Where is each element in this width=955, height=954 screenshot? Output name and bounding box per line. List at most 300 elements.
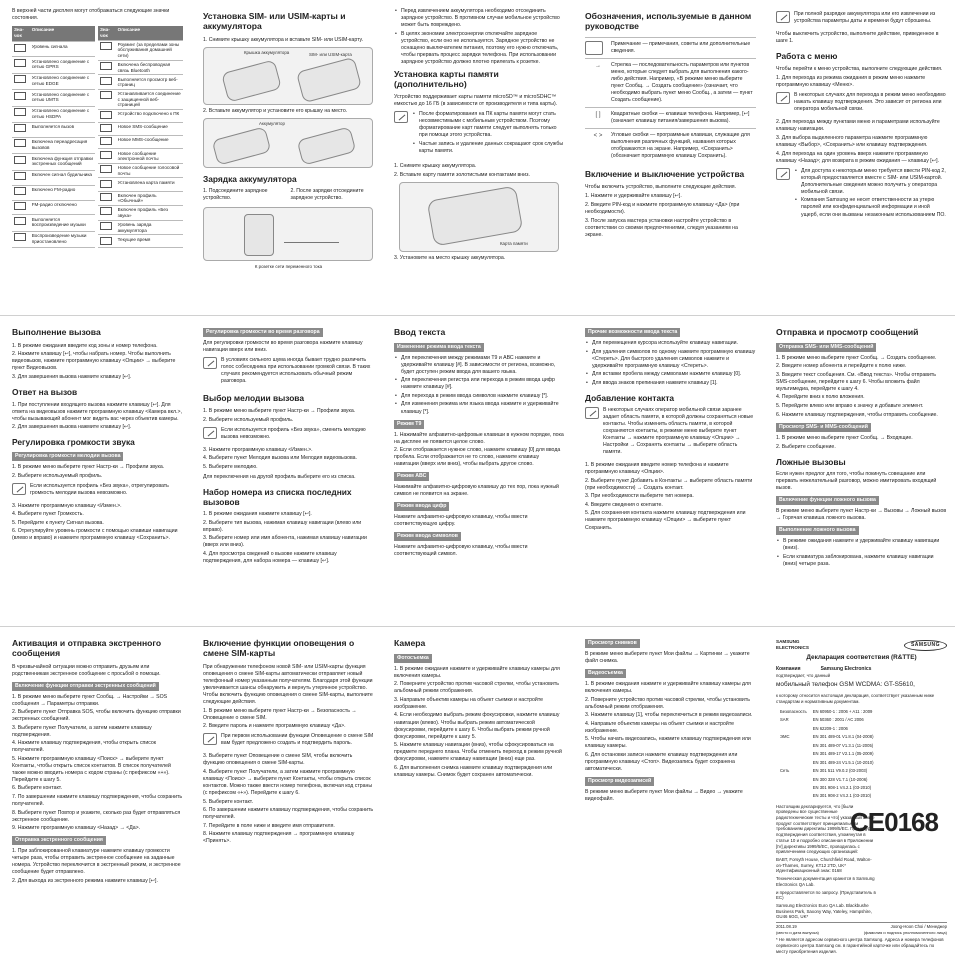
ringtone-note-text: Если используется профиль «Без звука», сменить мелодию вызова невозможно. bbox=[221, 426, 366, 440]
standard-value: EN 301 489-24 V1.5.1 (10-2010) bbox=[812, 759, 874, 765]
status-icon-row bbox=[98, 75, 183, 90]
bullet: • Для ввода знаков препинания нажмите клавишу [1]. bbox=[592, 380, 756, 387]
contacts-column bbox=[573, 316, 764, 620]
step: 1. При поступлении входящего вызова нажмите клавишу [↩]. Для ответа на видеовызов нажмите программную клавишу <Камера вкл.>, чтобы вызывающий абонент мог видеть вас через объектив камеры. bbox=[12, 401, 182, 422]
battery-insert-illustration bbox=[203, 118, 373, 168]
standard-category bbox=[778, 725, 809, 731]
status-icon-row bbox=[98, 123, 183, 136]
step: 4. Выберите пункт Мелодия вызова или Мелодия видеовызова. bbox=[203, 455, 357, 462]
memory-card-column bbox=[382, 0, 573, 312]
status-icon bbox=[14, 187, 26, 195]
declaration-body: Настоящим декларируется, что [были проведены все существенные радиотехнические тесты и что] указанный выше продукт соответствует принципиальным требованиям директивы 1999/5/EC. Процедура подтверждения соответствия, упомянутая в статье 10 и подробно описанная в Приложении [IV] директивы 1999/5/EC, проводилась с привлечением следующих организаций: bbox=[776, 803, 875, 855]
bullet: • Для перехода в режим ввода символов нажмите клавишу [*]. bbox=[401, 393, 565, 400]
charge-step-1: 1. Подсоедините зарядное устройство. bbox=[203, 188, 268, 202]
status-icon-row bbox=[98, 136, 183, 149]
status-icon-row bbox=[12, 123, 95, 138]
status-icon-cell bbox=[98, 60, 116, 75]
standard-value: EN 301 489-01 V1.8.1 (04-2008) bbox=[812, 734, 874, 740]
noise-note bbox=[203, 357, 374, 387]
company-name: Samsung Electronics bbox=[820, 666, 872, 673]
status-icon bbox=[100, 237, 112, 245]
status-icon-cell bbox=[98, 163, 116, 178]
standard-value: EN 60950-1 : 2006 + A11 : 2009 bbox=[812, 708, 873, 714]
status-icon-description: Воспроизведение музыки приостановлено bbox=[30, 231, 95, 248]
profile-switch-text: Для переключения на другой профиль выберите его из списка. bbox=[203, 473, 356, 480]
step: 7. По завершении нажмите клавишу подтверждения, чтобы сохранить получателей. bbox=[12, 794, 183, 808]
col-header-description: Описание bbox=[116, 26, 183, 40]
step: 2. Нажмите клавишу [↩], чтобы набрать номер. Чтобы выполнить видеовызов, нажмите программную клавишу <Опции> → выберите пункт Видеовызов. bbox=[12, 351, 176, 372]
address-text: Samsung Electronics Euro QA Lab. Blackbushe Business Park, Saxony Way, Yateley, Hampshire, GU46 6GG, UK* bbox=[776, 903, 872, 920]
ringtone-note bbox=[203, 427, 374, 443]
status-icon bbox=[100, 165, 112, 173]
step: 6. По завершении нажмите клавишу подтверждения, чтобы сохранить получателей. bbox=[203, 807, 374, 821]
status-icon-row bbox=[98, 178, 183, 191]
noise-note-text: В условиях сильного шума иногда бывает трудно различить голос собеседника при использовании громкой связи. В таких случаях рекомендуется использовать обычный режим разговора. bbox=[221, 357, 371, 385]
status-icon bbox=[14, 75, 26, 83]
view-photos-text: В режиме меню выберите пункт Мои файлы → Картинки → укажите файл снимка. bbox=[585, 651, 750, 665]
volume-heading: Регулировка громкости звука bbox=[12, 437, 135, 448]
symbol-mode-text: Нажмите алфавитно-цифровую клавишу, чтобы ввести соответствующий символ. bbox=[394, 544, 528, 558]
memory-step-2: 2. Вставьте карту памяти золотистыми контактами вниз. bbox=[394, 171, 530, 178]
standard-value: EN 301 908-1 V4.2.1 (03-2010) bbox=[812, 785, 872, 791]
pin-note-2: • Компания Samsung не несет ответственности за утерю паролей или конфиденциальной информации и иной ущерб, если они вызваны незаконным использованием ПО. bbox=[801, 197, 947, 218]
standard-category bbox=[778, 776, 809, 782]
status-icon-description: Новое сообщение голосовой почты bbox=[116, 163, 183, 178]
status-icon-row bbox=[98, 206, 183, 221]
status-icon-row bbox=[12, 73, 95, 89]
step: 3. Нажмите программную клавишу <Измен.>. bbox=[203, 446, 313, 453]
status-icon bbox=[100, 124, 112, 132]
status-icon-row bbox=[98, 220, 183, 235]
status-icon bbox=[14, 172, 26, 180]
other-input-bar: Прочие возможности ввода текста bbox=[585, 328, 680, 337]
recent-calls-heading: Набор номера из списка последних вызовов bbox=[203, 486, 352, 507]
step: 7. Перейдите в поле ниже и введите имя отправителя. bbox=[203, 822, 335, 829]
enable-fake-call-text: В режиме меню выберите пункт Настр-ки → Вызовы → Ложный вызов → Горячая клавиша ложного вызова. bbox=[776, 508, 947, 522]
status-icon-cell bbox=[98, 75, 116, 90]
status-icon-cell bbox=[12, 170, 30, 185]
page-row-2 bbox=[0, 315, 955, 620]
step: 4. Нажмите клавишу подтверждения, чтобы открыть список получателей. bbox=[12, 740, 157, 754]
charging-heading: Зарядка аккумулятора bbox=[203, 173, 297, 184]
standards-table bbox=[776, 707, 877, 802]
declaration-title: Декларация соответствия (R&TTE) bbox=[806, 654, 917, 662]
standard-row bbox=[778, 793, 875, 799]
text-input-heading: Ввод текста bbox=[394, 327, 446, 337]
record-video-bar: Видеосъемка bbox=[585, 669, 626, 678]
reset-note bbox=[776, 11, 947, 27]
standard-category bbox=[778, 742, 809, 748]
sim-alert-note bbox=[203, 733, 374, 749]
note-icon bbox=[203, 733, 217, 745]
step: 3. Выберите пункт Получатели, а затем нажмите клавишу подтверждения. bbox=[12, 724, 152, 738]
status-icon-row bbox=[12, 185, 95, 200]
number-mode-bar: Режим ввода цифр bbox=[394, 502, 449, 511]
status-icon-description: Выполняется вызов bbox=[30, 123, 95, 138]
step: 3. Направьте объектив камеры на объект съемки и настройте изображение. bbox=[394, 696, 544, 710]
view-photos-bar: Просмотр снимков bbox=[585, 639, 640, 648]
standard-value: EN 301 511 V9.0.2 (03-2003) bbox=[812, 768, 868, 774]
contact-note bbox=[585, 407, 756, 458]
step: 4. Направьте объектив камеры на объект съемки и настройте изображение. bbox=[585, 720, 735, 734]
status-icon bbox=[14, 156, 26, 164]
status-icon-cell bbox=[12, 215, 30, 231]
status-icon bbox=[100, 42, 112, 50]
note-icon bbox=[203, 427, 217, 439]
memory-card-intro: Устройство поддерживает карты памяти microSD™ и microSDHC™ емкостью до 16 ГБ (в зависимости от производителя и типа карты). bbox=[394, 94, 558, 108]
step: 6. Для остановки записи нажмите клавишу подтверждения или программную клавишу <Стоп>. Видеозапись будет сохранена автоматически. bbox=[585, 751, 738, 772]
status-icon-description: Включен профиль «Обычный» bbox=[116, 191, 183, 206]
make-call-heading: Выполнение вызова bbox=[12, 327, 101, 337]
status-icon-description: Включено FM-радио bbox=[30, 185, 95, 200]
silent-note bbox=[12, 483, 183, 499]
standard-category bbox=[778, 759, 809, 765]
memory-card-heading: Установка карты памяти (дополнительно) bbox=[394, 68, 499, 89]
step: 1. Нажимайте алфавитно-цифровые клавиши в нужном порядке, пока на дисплее не появится целое слово. bbox=[394, 431, 564, 445]
status-icon-description: Включен профиль «Без звука» bbox=[116, 206, 183, 221]
view-videos-bar: Просмотр видеозаписей bbox=[585, 777, 654, 786]
status-icon-cell bbox=[98, 89, 116, 109]
step: 3. Нажмите программную клавишу <Измен.>. bbox=[12, 502, 122, 509]
camera-column bbox=[382, 627, 573, 940]
status-icon-row bbox=[98, 60, 183, 75]
status-icon-description: Уровень сигнала bbox=[30, 42, 95, 57]
volume-step-2: 2. Выберите используемый профиль. bbox=[12, 472, 103, 479]
volume-step-1: 1. В режиме меню выберите пункт Настр-ки → Профили звука. bbox=[12, 463, 165, 470]
sim-install-heading: Установка SIM- или USIM-карты и аккумулятора bbox=[203, 11, 346, 31]
status-icon bbox=[14, 233, 26, 241]
convention-row bbox=[585, 58, 756, 107]
step: 5. Перейдите к пункту Сигнал вызова. bbox=[12, 519, 104, 526]
status-icon bbox=[100, 180, 112, 188]
reset-note-text: При полной разрядке аккумулятора или его извлечении из устройства параметры даты и времени будут сброшены. bbox=[794, 11, 936, 25]
status-icon-description: Уровень заряда аккумулятора bbox=[116, 220, 183, 235]
col-header-icon: Зна-чок bbox=[12, 26, 30, 42]
step: 4. Введите сведения о контакте. bbox=[585, 501, 663, 508]
bullet: • Для перемещения курсора используйте клавишу навигации. bbox=[592, 340, 756, 347]
standard-value: EN 301 489-07 V1.3.1 (11-2005) bbox=[812, 742, 874, 748]
status-icon-row bbox=[12, 215, 95, 231]
step: 2. Для завершения вызова нажмите клавишу [↩]. bbox=[12, 424, 132, 431]
step: 4. Если необходимо выбрать режим фокусировки, нажмите клавишу навигации (влево). Чтобы выбрать режим автоматической фокусировки, перейдите к шагу 6. Чтобы выбрать режим ручной фокусировки, перейдите к шагу 5. bbox=[394, 712, 560, 740]
status-icon-description: Установлено соединение с сетью GPRS bbox=[30, 57, 95, 73]
model-name: мобильный телефон GSM WCDMA: GT-S5610, bbox=[776, 681, 915, 689]
menu-column bbox=[764, 0, 955, 312]
pin-note bbox=[776, 168, 947, 222]
note-icon bbox=[776, 92, 790, 104]
status-icon-description: Включена беспроводная связь Bluetooth bbox=[116, 60, 183, 75]
step: 1. В режиме ожидания нажмите и удерживайте клавишу камеры для включения камеры. bbox=[585, 681, 751, 695]
status-icon bbox=[14, 108, 26, 116]
messages-column bbox=[764, 316, 955, 620]
status-icons-table-left bbox=[12, 26, 95, 248]
sos-column bbox=[0, 627, 191, 940]
declaration-column bbox=[764, 627, 955, 954]
standard-value: EN 300 328 V1.7.1 (10-2006) bbox=[812, 776, 868, 782]
send-sms-bar: Отправка SMS- или MMS-сообщений bbox=[776, 343, 876, 352]
note-icon bbox=[394, 111, 408, 123]
menu-step-2: 2. Для перехода между пунктами меню и параметрами используйте клавишу навигации. bbox=[776, 118, 940, 132]
samsung-logo: SAMSUNG bbox=[904, 640, 947, 651]
step: 6. Для выполнения снимка нажмите клавишу подтверждения или клавишу камеры. Снимок будет сохранен автоматически. bbox=[394, 764, 553, 778]
request-text: и предоставляется по запросу. (Представитель в ЕС) bbox=[776, 889, 876, 901]
label-sim-card: SIM- или USIM-карта bbox=[309, 51, 352, 57]
power-off-text: Чтобы выключить устройство, выполните действие, приведенное в шаге 1. bbox=[776, 31, 939, 45]
sim-alert-note-text: При первом использовании функции Оповещение о смене SIM вам будет предложено создать и подтвердить пароль. bbox=[221, 733, 374, 747]
label-battery: Аккумулятор bbox=[259, 120, 285, 126]
status-icon-cell bbox=[98, 123, 116, 136]
sos-heading: Активация и отправка экстренного сообщения bbox=[12, 638, 162, 658]
note-icon bbox=[776, 168, 790, 180]
standard-category: Безопасность bbox=[780, 708, 807, 714]
status-icon bbox=[100, 222, 112, 230]
status-icon-description: Установлено соединение с сетью EDGE bbox=[30, 73, 95, 89]
standard-row bbox=[778, 776, 875, 782]
step: 1. В режиме меню выберите пункт Сообщ. → Настройки → SOS сообщения → Параметры отправки. bbox=[12, 693, 168, 707]
step: 2. Поверните устройство против часовой стрелки, чтобы установить альбомный режим отображения. bbox=[585, 696, 750, 710]
convention-row bbox=[585, 128, 756, 163]
add-contact-heading: Добавление контакта bbox=[585, 392, 675, 403]
fake-call-intro: Если нужен предлог для того, чтобы покинуть совещание или прервать нежелательный разговор, можно имитировать входящий вызов. bbox=[776, 471, 937, 492]
status-icon-row bbox=[98, 149, 183, 164]
step: 3. Введите текст сообщения. См. «Ввод текста». Чтобы отправить SMS-сообщение, перейдите к шагу 6. Чтобы вложить файл мультимедиа, перейдите к шагу 4. bbox=[776, 371, 936, 392]
status-icon-cell bbox=[98, 235, 116, 248]
standard-row bbox=[778, 768, 875, 774]
sim-step-2: 2. Вставьте аккумулятор и установите его крышку на место. bbox=[203, 107, 348, 114]
menu-note-text: В некоторых случаях для перехода в режим меню необходимо нажать клавишу подтверждения. Это зависит от региона или оператора мобильной связи. bbox=[794, 91, 946, 112]
sim-alert-column bbox=[191, 627, 382, 940]
ce-mark: CE0168 bbox=[850, 807, 938, 837]
status-icon-description: Установлена карта памяти bbox=[116, 178, 183, 191]
text-input-column bbox=[382, 316, 573, 620]
change-mode-bar: Изменение режима ввода текста bbox=[394, 343, 484, 352]
send-sos-bar: Отправка экстренного сообщения bbox=[12, 836, 106, 845]
status-icon bbox=[100, 77, 112, 85]
standard-row bbox=[778, 725, 875, 731]
charge-step-2: 2. После зарядки отсоедините зарядное устройство. bbox=[290, 188, 364, 202]
step: 1. При заблокированной клавиатуре нажмите клавишу громкости четыре раза, чтобы отправить экстренное сообщение на заданные номера. Устройство переключится в экстренный режим, и экстренное сообщение будет отправлено. bbox=[12, 848, 181, 876]
step: 1. В режиме ожидания введите номер телефона и нажмите программную клавишу <Опции>. bbox=[585, 462, 729, 476]
standard-category bbox=[778, 751, 809, 757]
battery-warning-1: • Перед извлечением аккумулятора необходимо отсоединить зарядное устройство. В противном случае мобильное устройство может быть повреждено. bbox=[401, 8, 565, 29]
status-icon-description: Роуминг (за пределами зоны обслуживания домашней сети) bbox=[116, 40, 183, 60]
status-icon-row bbox=[98, 40, 183, 60]
symbol-mode-bar: Режим ввода символов bbox=[394, 532, 461, 541]
view-videos-text: В режиме меню выберите пункт Мои файлы → Видео → укажите видеофайл. bbox=[585, 788, 743, 802]
power-step-3: 3. После запуска мастера установки настройте устройство в соответствии со своими предпочтениями, следуя указаниям на экране. bbox=[585, 217, 738, 238]
signer-label: (фамилия и подпись уполномоченного лица) bbox=[863, 929, 947, 935]
charger-illustration bbox=[203, 207, 373, 261]
status-icon-cell bbox=[98, 178, 116, 191]
status-icon-description: Включен сигнал будильника bbox=[30, 170, 95, 185]
status-icon-cell bbox=[12, 106, 30, 122]
step: 3. Нажмите клавишу [1], чтобы переключиться в режим видеозаписи. bbox=[585, 712, 753, 719]
status-icon bbox=[14, 92, 26, 100]
status-icon-cell bbox=[98, 191, 116, 206]
status-icon-description: Новое SMS-сообщение bbox=[116, 123, 183, 136]
contact-note-text: В некоторых случаях оператор мобильной связи заранее задает область памяти, в которой должны сохраняться новые контакты. Чтобы изменить область памяти, в которой сохраняются контакты, в режиме меню выберите пункт Контакты → нажмите программную клавишу <Опции> → Настройки → Сохранять контакты → выберите область памяти. bbox=[603, 407, 754, 456]
status-icon-cell bbox=[12, 42, 30, 57]
status-icon-row bbox=[98, 110, 183, 123]
page-row-3 bbox=[0, 626, 955, 954]
convention-text: Стрелка — последовательность параметров или пунктов меню, которые следует выбрать для выполнения какого-либо действия. Например, «В режиме меню выберите пункт Сообщ. → Создать сообщение» (означает, что необходимо выбрать пункт меню Сообщ., а затем — пункт Создать сообщение). bbox=[611, 61, 753, 103]
status-icon-description: Включена переадресация вызовов bbox=[30, 137, 95, 153]
standard-row bbox=[778, 785, 875, 791]
menu-intro: Чтобы перейти к меню устройства, выполните следующие действия. bbox=[776, 65, 943, 72]
standard-category: Сеть bbox=[780, 768, 790, 774]
menu-step-4: 4. Для перехода на один уровень вверх нажмите программную клавишу <Назад>; для возврата в режим ожидания — клавишу [↩]. bbox=[776, 150, 939, 164]
status-icon-cell bbox=[12, 231, 30, 248]
status-icon bbox=[100, 207, 112, 215]
power-step-2: 2. Введите PIN-код и нажмите программную клавишу <Да> (при необходимости). bbox=[585, 201, 740, 215]
note-icon bbox=[585, 41, 603, 55]
step: 4. Выберите пункт Получатели, а затем нажмите программную клавишу <Поиск> → выберите пункт Контакты, чтобы открыть список контактов. Можно также ввести номер телефона, включая код страны (с префиксом «+»). Перейдите к шагу 6. bbox=[203, 768, 373, 796]
standard-row bbox=[778, 742, 875, 748]
calls-column bbox=[0, 316, 191, 620]
standard-row bbox=[778, 759, 875, 765]
call-volume-bar: Регулировка громкости во время разговора bbox=[203, 328, 323, 337]
status-icon-cell bbox=[98, 206, 116, 221]
bullet: • Если клавиатура заблокирована, нажмите клавишу навигации (вниз) четыре раза. bbox=[783, 554, 947, 568]
conventions-column bbox=[573, 0, 764, 312]
status-icon-description: Устанавливается соединение с защищенной веб-страницей bbox=[116, 89, 183, 109]
step: 8. Нажмите клавишу подтверждения → программную клавишу <Принять>. bbox=[203, 831, 355, 845]
step: 4. Для просмотра сведений о вызове нажмите клавишу подтверждения, для набора номера — клавишу [↩]. bbox=[203, 550, 337, 564]
menu-step-3: 3. Для выбора выделенного параметра нажмите программную клавишу <Выбор>, <Сохранить> или клавишу подтверждения. bbox=[776, 134, 928, 148]
status-icon-description: Установлено соединение с сетью UMTS bbox=[30, 90, 95, 106]
sos-intro: В чрезвычайной ситуации можно отправить друзьям или родственникам экстренное сообщение с просьбой о помощи. bbox=[12, 663, 161, 677]
step: 1. В режиме ожидания нажмите и удерживайте клавишу камеры для включения камеры. bbox=[394, 665, 560, 679]
status-icon-cell bbox=[12, 154, 30, 170]
convention-text: Квадратные скобки — клавиши телефона. Например, [↩] (означает клавишу питания/завершения вызова). bbox=[611, 110, 750, 124]
footnote: * Не является адресом сервисного центра Samsung. Адреса и номера телефонов сервисного центра Samsung см. в гарантийной карточке или обращайтесь по месту приобретения изделия. bbox=[776, 937, 944, 954]
status-icon-row bbox=[12, 154, 95, 170]
bullet: • Для изменения режима или языка ввода нажмите и удерживайте клавишу [*]. bbox=[401, 401, 565, 415]
signer-name: Joong-Hoon Choi / Менеджер bbox=[890, 924, 947, 930]
ringtone-column bbox=[191, 316, 382, 620]
answer-call-heading: Ответ на вызов bbox=[12, 386, 78, 397]
status-icon-cell bbox=[98, 220, 116, 235]
status-icon-description: Устройство подключено к ПК bbox=[116, 110, 183, 123]
step: 5. Чтобы начать видеозапись, нажмите клавишу подтверждения или клавишу камеры. bbox=[585, 736, 751, 750]
enable-fake-call-bar: Включение функции ложного вызова bbox=[776, 496, 879, 505]
status-icon-row bbox=[98, 191, 183, 206]
memory-card-note bbox=[394, 111, 565, 158]
status-icon-row bbox=[12, 42, 95, 57]
video-column bbox=[573, 627, 764, 940]
brand-name: SAMSUNG ELECTRONICS bbox=[776, 639, 809, 651]
bullet: • В режиме ожидания нажмите и удерживайте клавишу навигации (вниз). bbox=[783, 538, 947, 552]
col-header-icon: Зна-чок bbox=[98, 26, 116, 40]
status-icon-row bbox=[98, 89, 183, 109]
step: 1. В режиме меню выберите пункт Настр-ки → Безопасность → Оповещение о смене SIM. bbox=[203, 707, 357, 721]
fake-call-heading: Ложные вызовы bbox=[776, 456, 846, 467]
step: 5. Выберите мелодию. bbox=[203, 463, 258, 470]
status-icon-cell bbox=[12, 57, 30, 73]
notified-body: BABT, Forsyth House, Churchfield Road, Walton-on-Thames, Surrey, KT12 2TD, UK* Идентификационный знак: 0168 bbox=[776, 857, 872, 874]
step: 8. Выберите пункт Повтор и укажите, сколько раз будет отправляться экстренное сообщение. bbox=[12, 809, 181, 823]
status-icon-cell bbox=[12, 73, 30, 89]
t9-mode-bar: Режим T9 bbox=[394, 420, 424, 429]
confirm-text: подтверждает, что данный bbox=[776, 672, 831, 678]
standard-value: EN 301 489-17 V2.1.1 (05-2009) bbox=[812, 751, 874, 757]
status-icon-row bbox=[12, 106, 95, 122]
status-icon-description: Включена функция отправки экстренных сообщений bbox=[30, 154, 95, 170]
view-sms-bar: Просмотр SMS- и MMS-сообщений bbox=[776, 423, 871, 432]
memory-note-2: • Частые запись и удаление данных сокращают срок службы карты памяти. bbox=[419, 141, 565, 155]
col-header-description: Описание bbox=[30, 26, 95, 42]
step: 2. Введите пароль и нажмите программную клавишу <Да>. bbox=[203, 723, 346, 730]
label-wall-outlet: К розетке сети переменного тока bbox=[254, 264, 323, 270]
step: 5. Для сохранения контакта нажмите клавишу подтверждения или нажмите программную клавишу <Опции> → выберите пункт Сохранить. bbox=[585, 510, 746, 531]
power-intro: Чтобы включить устройство, выполните следующие действия. bbox=[585, 183, 736, 190]
standard-row bbox=[778, 709, 875, 715]
convention-symbol: → bbox=[595, 62, 601, 69]
menu-heading: Работа с меню bbox=[776, 51, 838, 62]
standard-category: ЭМС bbox=[780, 734, 790, 740]
status-icon-cell bbox=[98, 136, 116, 149]
step: 3. Для завершения вызова нажмите клавишу [↩]. bbox=[12, 373, 132, 380]
status-icon-description: Новое MMS-сообщение bbox=[116, 136, 183, 149]
status-icon bbox=[14, 202, 26, 210]
standard-value: EN 62209-1 : 2006 bbox=[812, 725, 848, 731]
step: 2. Введите номер абонента и перейдите к полю ниже. bbox=[776, 363, 907, 370]
label-battery-cover: Крышка аккумулятора bbox=[244, 49, 290, 55]
view-step-1: 1. В режиме меню выберите пункт Сообщ. → Входящие. bbox=[776, 434, 913, 441]
status-icon-row bbox=[12, 200, 95, 215]
place-date-label: (место и дата выпуска) bbox=[776, 929, 819, 935]
photo-bar: Фотосъемка bbox=[394, 654, 432, 663]
camera-heading: Камера bbox=[394, 638, 426, 648]
conventions-table bbox=[585, 37, 756, 163]
label-memory-card: Карта памяти bbox=[500, 240, 528, 246]
menu-step-1: 1. Для перехода из режима ожидания в режим меню нажмите программную клавишу <Меню>. bbox=[776, 74, 926, 88]
ringtone-step-1: 1. В режиме меню выберите пункт Настр-ки → Профили звука. bbox=[203, 407, 356, 414]
status-icon-row bbox=[12, 170, 95, 185]
memory-step-3: 3. Установите на место крышку аккумулятора. bbox=[394, 254, 506, 261]
status-icon-row bbox=[98, 163, 183, 178]
step: 2. Поверните устройство против часовой стрелки, чтобы установить альбомный режим отображения. bbox=[394, 681, 559, 695]
standard-category bbox=[778, 793, 809, 799]
step: 3. Выберите номер или имя абонента, нажимая клавишу навигации (вверх или вниз). bbox=[203, 535, 367, 549]
step: 5. Выберите контакт. bbox=[203, 798, 254, 805]
sim-alert-intro: При обнаружении телефоном новой SIM- или USIM-карты функция оповещения о смене SIM-карты автоматически отправляет новый телефонный номер указанным получателям. Благодаря этой функции увеличивается шансы обнаружить и вернуть утерянное устройство. Чтобы включить функцию оповещения о смене SIM-карты, выполните следующие действия. bbox=[203, 663, 373, 705]
status-icon-cell bbox=[12, 90, 30, 106]
menu-note bbox=[776, 92, 947, 115]
convention-row bbox=[585, 37, 756, 58]
status-icon-description: Установлено соединение с сетью HSDPA bbox=[30, 106, 95, 122]
status-icon-cell bbox=[98, 149, 116, 164]
status-icon bbox=[100, 151, 112, 159]
step: 5. Нажмите клавишу навигации (вниз), чтобы сфокусироваться на предмете переднего плана. Чтобы отменить переход в режим ручной фокусировки, нажмите клавишу навигации (вниз) еще раз. bbox=[394, 742, 562, 763]
step: 6. Выберите контакт. bbox=[12, 785, 63, 792]
step: 6. Нажмите клавишу подтверждения, чтобы отправить сообщение. bbox=[776, 411, 938, 418]
step: 5. Нажмите программную клавишу <Поиск> → выберите пункт Контакты, чтобы открыть список контактов. В список получателей также можно вводить номера с кодом страны (с префиксом «+»). Перейдите к шагу 5. bbox=[12, 755, 171, 783]
standard-value: EN 301 908-2 V4.2.1 (03-2010) bbox=[812, 793, 872, 799]
status-icon-cell bbox=[12, 185, 30, 200]
conventions-heading: Обозначения, используемые в данном руководстве bbox=[585, 11, 752, 31]
status-icon-cell bbox=[12, 137, 30, 153]
standard-category bbox=[778, 785, 809, 791]
status-icon bbox=[100, 193, 112, 201]
company-label: Компания bbox=[776, 666, 801, 673]
bullet: • Для вставки пробела между символами нажмите клавишу [0]. bbox=[592, 371, 756, 378]
status-icon-cell bbox=[12, 123, 30, 138]
bullet: • Для переключения между режимами T9 и АВС нажмите и удерживайте клавишу [#]. В зависимости от региона, возможно, будет доступен режим ввода для вашего языка. bbox=[401, 355, 565, 376]
status-icons-column bbox=[0, 0, 191, 312]
convention-row bbox=[585, 107, 756, 128]
status-icon-description: Выполняется воспроизведение музыки bbox=[30, 215, 95, 231]
